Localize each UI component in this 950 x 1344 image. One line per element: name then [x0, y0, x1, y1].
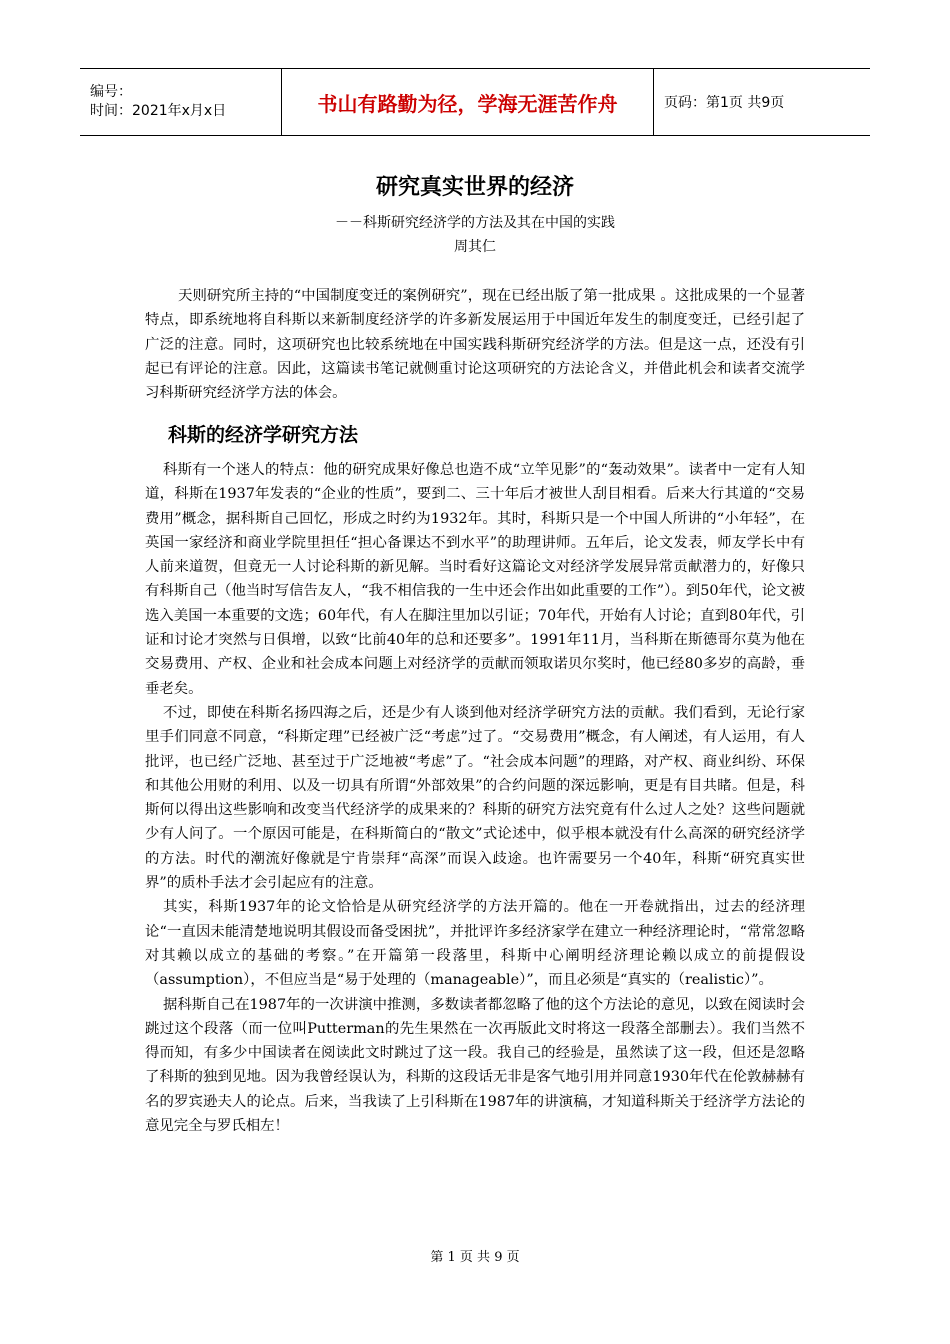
page-footer: 第 1 页 共 9 页: [430, 1250, 520, 1265]
body-paragraph: 据科斯自己在1987年的一次讲演中推测，多数读者都忽略了他的这个方法论的意见，以致在阅读时会跳过这个段落（而一位叫Putterman的先生果然在一次再版此文时将这一段落全部删去）。我们当然不得而知，有多少中国读者在阅读此文时跳过了这一段。我自己的经验是，虽然读了这一段，但还是忽略了科斯的独到见地。因为我曾经误认为，科斯的这段话无非是客气地引用并同意1930年代在伦敦赫赫有名的罗宾逊夫人的论点。后来，当我读了上引科斯在1987年的讲演稿，才知道科斯关于经济学方法论的意见完全与罗氏相左！: [145, 996, 805, 1135]
document-title: 研究真实世界的经济: [375, 175, 574, 200]
body-paragraph: 科斯有一个迷人的特点：他的研究成果好像总也造不成“立竿见影”的“轰动效果”。读者中一定有人知道，科斯在1937年发表的“企业的性质”，要到二、三十年后才被世人刮目相看。后来大行其道的“交易费用”概念，据科斯自己回忆，形成之时约为1932年。其时，科斯只是一个中国人所讲的“小年轻”，在英国一家经济和商业学院里担任“担心备课达不到水平”的助理讲师。五年后，论文发表，师友学长中有人前来道贺，但竟无一人讨论科斯的新见解。当时看好这篇论文对经济学发展异常贡献潜力的，好像只有科斯自己（他当时写信告友人，“我不相信我的一生中还会作出如此重要的工作”）。到50年代，论文被选入美国一本重要的文选；60年代，有人在脚注里加以引证；70年代，开始有人讨论；直到80年代，引证和讨论才突然与日俱增，以致“比前40年的总和还要多”。1991年11月，当科斯在斯德哥尔莫为他在交易费用、产权、企业和社会成本问题上对经济学的贡献而领取诺贝尔奖时，他已经80多岁的高龄，垂垂老矣。: [145, 462, 805, 697]
intro-text: 天则研究所主持的“中国制度变迁的案例研究”，现在已经出版了第一批成果 。这批成果的一个显著特点，即系统地将自科斯以来新制度经济学的许多新发展运用于中国近年发生的制度变迁，已经引起了广泛的注意。同时，这项研究也比较系统地在中国实践科斯研究经济学的方法。但是这一点，还没有引起已有评论的注意。因此，这篇读书笔记就侧重讨论这项研究的方法论含义，并借此机会和读者交流学习科斯研究经济学方法的体会。: [145, 288, 805, 402]
document-subtitle: －－科斯研究经济学的方法及其在中国的实践: [335, 215, 615, 231]
header-meta: [80, 69, 282, 135]
document-author: 周其仁: [454, 239, 496, 255]
header-page-info: 页码：第1页 共9页: [664, 95, 785, 111]
intro-paragraph: [145, 284, 805, 405]
section-heading: 科斯的经济学研究方法: [168, 424, 359, 446]
document-number-label: 编号：: [90, 84, 132, 100]
body-paragraph: 不过，即使在科斯名扬四海之后，还是少有人谈到他对经济学研究方法的贡献。我们看到，无论行家里手们同意不同意，“科斯定理”已经被广泛“考虑”过了。“交易费用”概念，有人阐述，有人运用，有人批评，也已经广泛地、甚至过于广泛地被“考虑”了。“社会成本问题”的理路，对产权、商业纠纷、环保和其他公用财的利用、以及一切具有所谓“外部效果”的合约问题的深远影响，更是有目共睹。但是，科斯何以得出这些影响和改变当代经济学的成果来的？科斯的研究方法究竟有什么过人之处？这些问题就少有人问了。一个原因可能是，在科斯简白的“散文”式论述中，似乎根本就没有什么高深的研究经济学的方法。时代的潮流好像就是宁肯崇拜“高深”而误入歧途。也许需要另一个40年，科斯“研究真实世界”的质朴手法才会引起应有的注意。: [145, 704, 805, 892]
document-date: 时间：2021年x月x日: [90, 103, 227, 119]
section-body: [145, 458, 805, 1138]
page-header: [80, 68, 870, 136]
body-paragraph: 其实，科斯1937年的论文恰恰是从研究经济学的方法开篇的。他在一开卷就指出，过去的经济理论“一直因未能清楚地说明其假设而备受困扰”，并批评许多经济家学在建立一种经济理论时，“常常忽略对其赖以成立的基础的考察。”在开篇第一段落里，科斯中心阐明经济理论赖以成立的前提假设（assumption），不但应当是“易于处理的（manageable）”，而且必须是“真实的（realistic）”。: [145, 899, 805, 989]
header-motto-cell: [282, 69, 654, 135]
header-motto: 书山有路勤为径，学海无涯苦作舟: [317, 91, 618, 116]
